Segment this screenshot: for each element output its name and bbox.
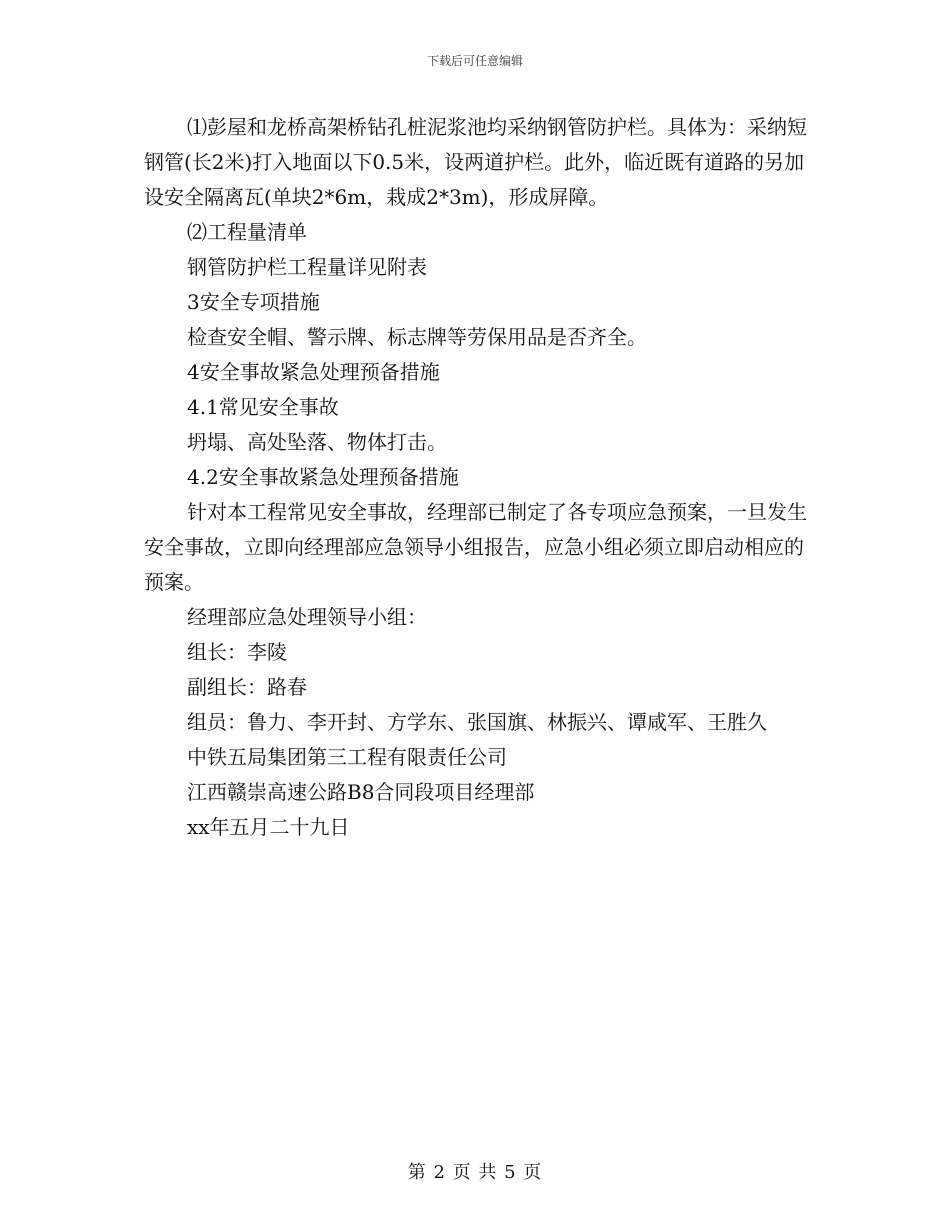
document-body xyxy=(144,110,814,845)
paragraph-guardrail-description: ⑴彭屋和龙桥高架桥钻孔桩泥浆池均采纳钢管防护栏。具体为：采纳短钢管(长2米)打入地面以下0.5米，设两道护栏。此外，临近既有道路的另加设安全隔离瓦(单块2*6m，栽成2*3m)，形成屏障。 xyxy=(144,115,807,209)
signature-project-department: 江西赣崇高速公路B8合同段项目经理部 xyxy=(187,780,535,804)
paragraph-group-members: 组员：鲁力、李开封、方学东、张国旗、林振兴、谭咸军、王胜久 xyxy=(187,710,767,734)
section-heading-safety-measures: 3安全专项措施 xyxy=(187,290,320,314)
paragraph-deputy-leader: 副组长：路春 xyxy=(187,675,307,699)
paragraph-emergency-plan: 针对本工程常见安全事故，经理部已制定了各专项应急预案，一旦发生安全事故，立即向经理部应急领导小组报告，应急小组必须立即启动相应的预案。 xyxy=(144,500,807,594)
signature-date: xx年五月二十九日 xyxy=(187,815,350,839)
paragraph-group-leader: 组长：李陵 xyxy=(187,640,287,664)
paragraph-leadership-group-title: 经理部应急处理领导小组： xyxy=(187,605,427,629)
section-heading-emergency-measures: 4安全事故紧急处理预备措施 xyxy=(187,360,440,384)
subsection-heading-common-accidents: 4.1常见安全事故 xyxy=(187,395,339,419)
signature-company: 中铁五局集团第三工程有限责任公司 xyxy=(187,745,507,769)
paragraph-bill-of-quantities: 钢管防护栏工程量详见附表 xyxy=(187,255,427,279)
paragraph-bill-of-quantities-heading: ⑵工程量清单 xyxy=(187,220,307,244)
page-header: 下载后可任意编辑 xyxy=(426,54,523,68)
paragraph-safety-check: 检查安全帽、警示牌、标志牌等劳保用品是否齐全。 xyxy=(187,325,647,349)
subsection-heading-emergency-plan: 4.2安全事故紧急处理预备措施 xyxy=(187,465,459,489)
paragraph-common-accidents: 坍塌、高处坠落、物体打击。 xyxy=(187,430,447,454)
page-number: 第 2 页 共 5 页 xyxy=(407,1162,543,1183)
